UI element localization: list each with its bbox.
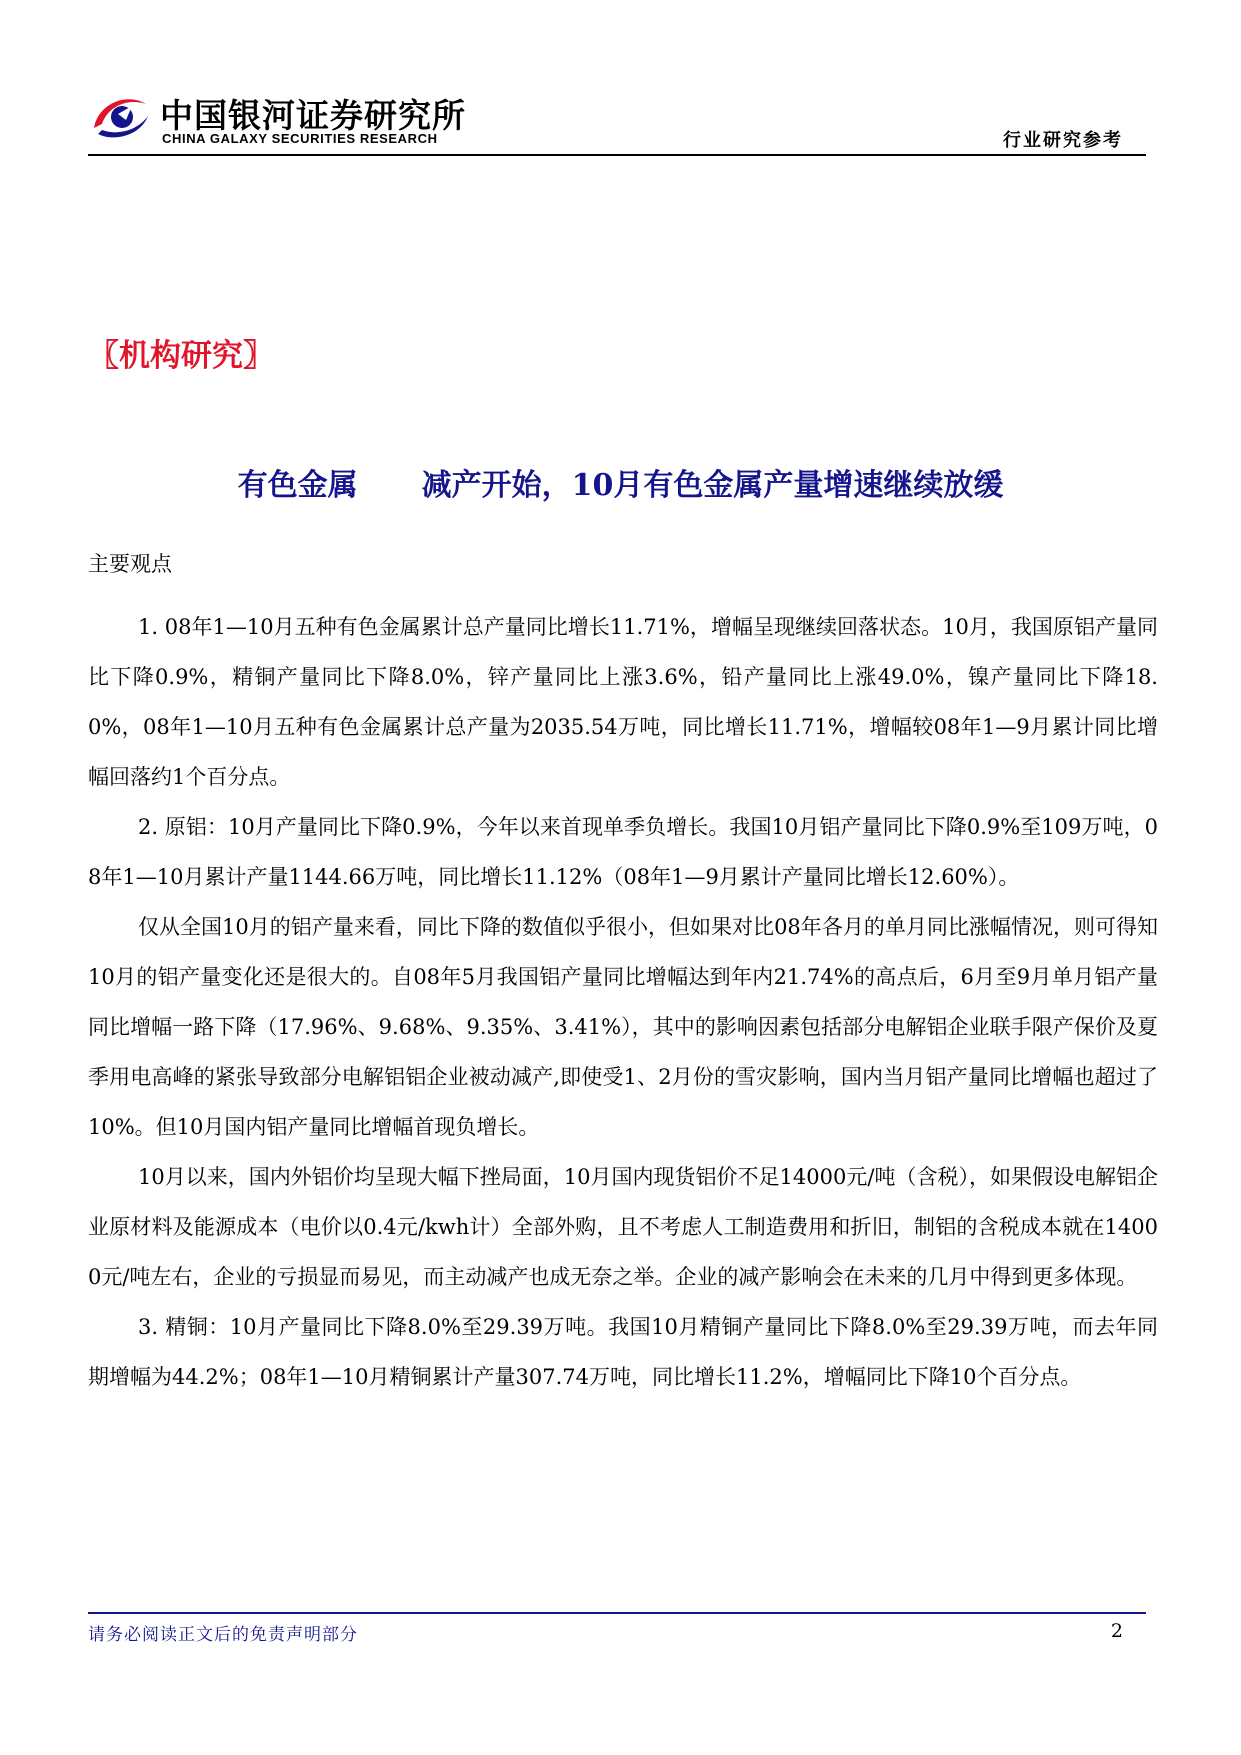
- header-divider: [88, 154, 1146, 156]
- document-type: 行业研究参考: [1003, 130, 1123, 151]
- title-category: 有色金属: [237, 468, 358, 503]
- section-tag: 〖机构研究〗: [88, 338, 274, 374]
- paragraph: 1. 08年1—10月五种有色金属累计总产量同比增长11.71%，增幅呈现继续回落状态。10月，我国原铝产量同比下降0.9%，精铜产量同比下降8.0%，锌产量同比上涨3.6%，铅产量同比上涨49.0%，镍产量同比下降18.0%，08年1—10月五种有色金属累计总产量为2035.54万吨，同比增长11.71%，增幅较08年1—9月累计同比增幅回落约1个百分点。: [88, 615, 1158, 789]
- page-number: 2: [1110, 1620, 1123, 1642]
- footer-divider: [88, 1612, 1146, 1614]
- report-body: [88, 548, 1158, 1402]
- galaxy-logo-icon: [88, 88, 152, 144]
- paragraph: 2. 原铝：10月产量同比下降0.9%，今年以来首现单季负增长。我国10月铝产量同比下降0.9%至109万吨，08年1—10月累计产量1144.66万吨，同比增长11.12%（08年1—9月累计产量同比增长12.60%）。: [88, 815, 1159, 889]
- paragraph: 3. 精铜：10月产量同比下降8.0%至29.39万吨。我国10月精铜产量同比下降8.0%至29.39万吨，而去年同期增幅为44.2%；08年1—10月精铜累计产量307.74万吨，同比增长11.2%，增幅同比下降10个百分点。: [88, 1315, 1158, 1389]
- page-header: [0, 0, 1241, 160]
- logo-english-name: CHINA GALAXY SECURITIES RESEARCH: [162, 131, 438, 146]
- title-headline: 减产开始，10月有色金属产量增速继续放缓: [421, 468, 1004, 503]
- report-title: [0, 460, 1241, 504]
- logo-chinese-name: 中国银河证券研究所: [160, 96, 466, 135]
- paragraph: 10月以来，国内外铝价均呈现大幅下挫局面，10月国内现货铝价不足14000元/吨（含税），如果假设电解铝企业原材料及能源成本（电价以0.4元/kwh计）全部外购，且不考虑人工制造费用和折旧，制铝的含税成本就在14000元/吨左右，企业的亏损显而易见，而主动减产也成无奈之举。企业的减产影响会在未来的几月中得到更多体现。: [88, 1165, 1158, 1289]
- key-points-heading: 主要观点: [88, 552, 172, 576]
- paragraph: 仅从全国10月的铝产量来看，同比下降的数值似乎很小，但如果对比08年各月的单月同比涨幅情况，则可得知10月的铝产量变化还是很大的。自08年5月我国铝产量同比增幅达到年内21.74%的高点后，6月至9月单月铝产量同比增幅一路下降（17.96%、9.68%、9.35%、3.41%），其中的影响因素包括部分电解铝企业联手限产保价及夏季用电高峰的紧张导致部分电解铝铝企业被动减产,即使受1、2月份的雪灾影响，国内当月铝产量同比增幅也超过了10%。但10月国内铝产量同比增幅首现负增长。: [88, 915, 1158, 1139]
- disclaimer-note: 请务必阅读正文后的免责声明部分: [88, 1625, 358, 1645]
